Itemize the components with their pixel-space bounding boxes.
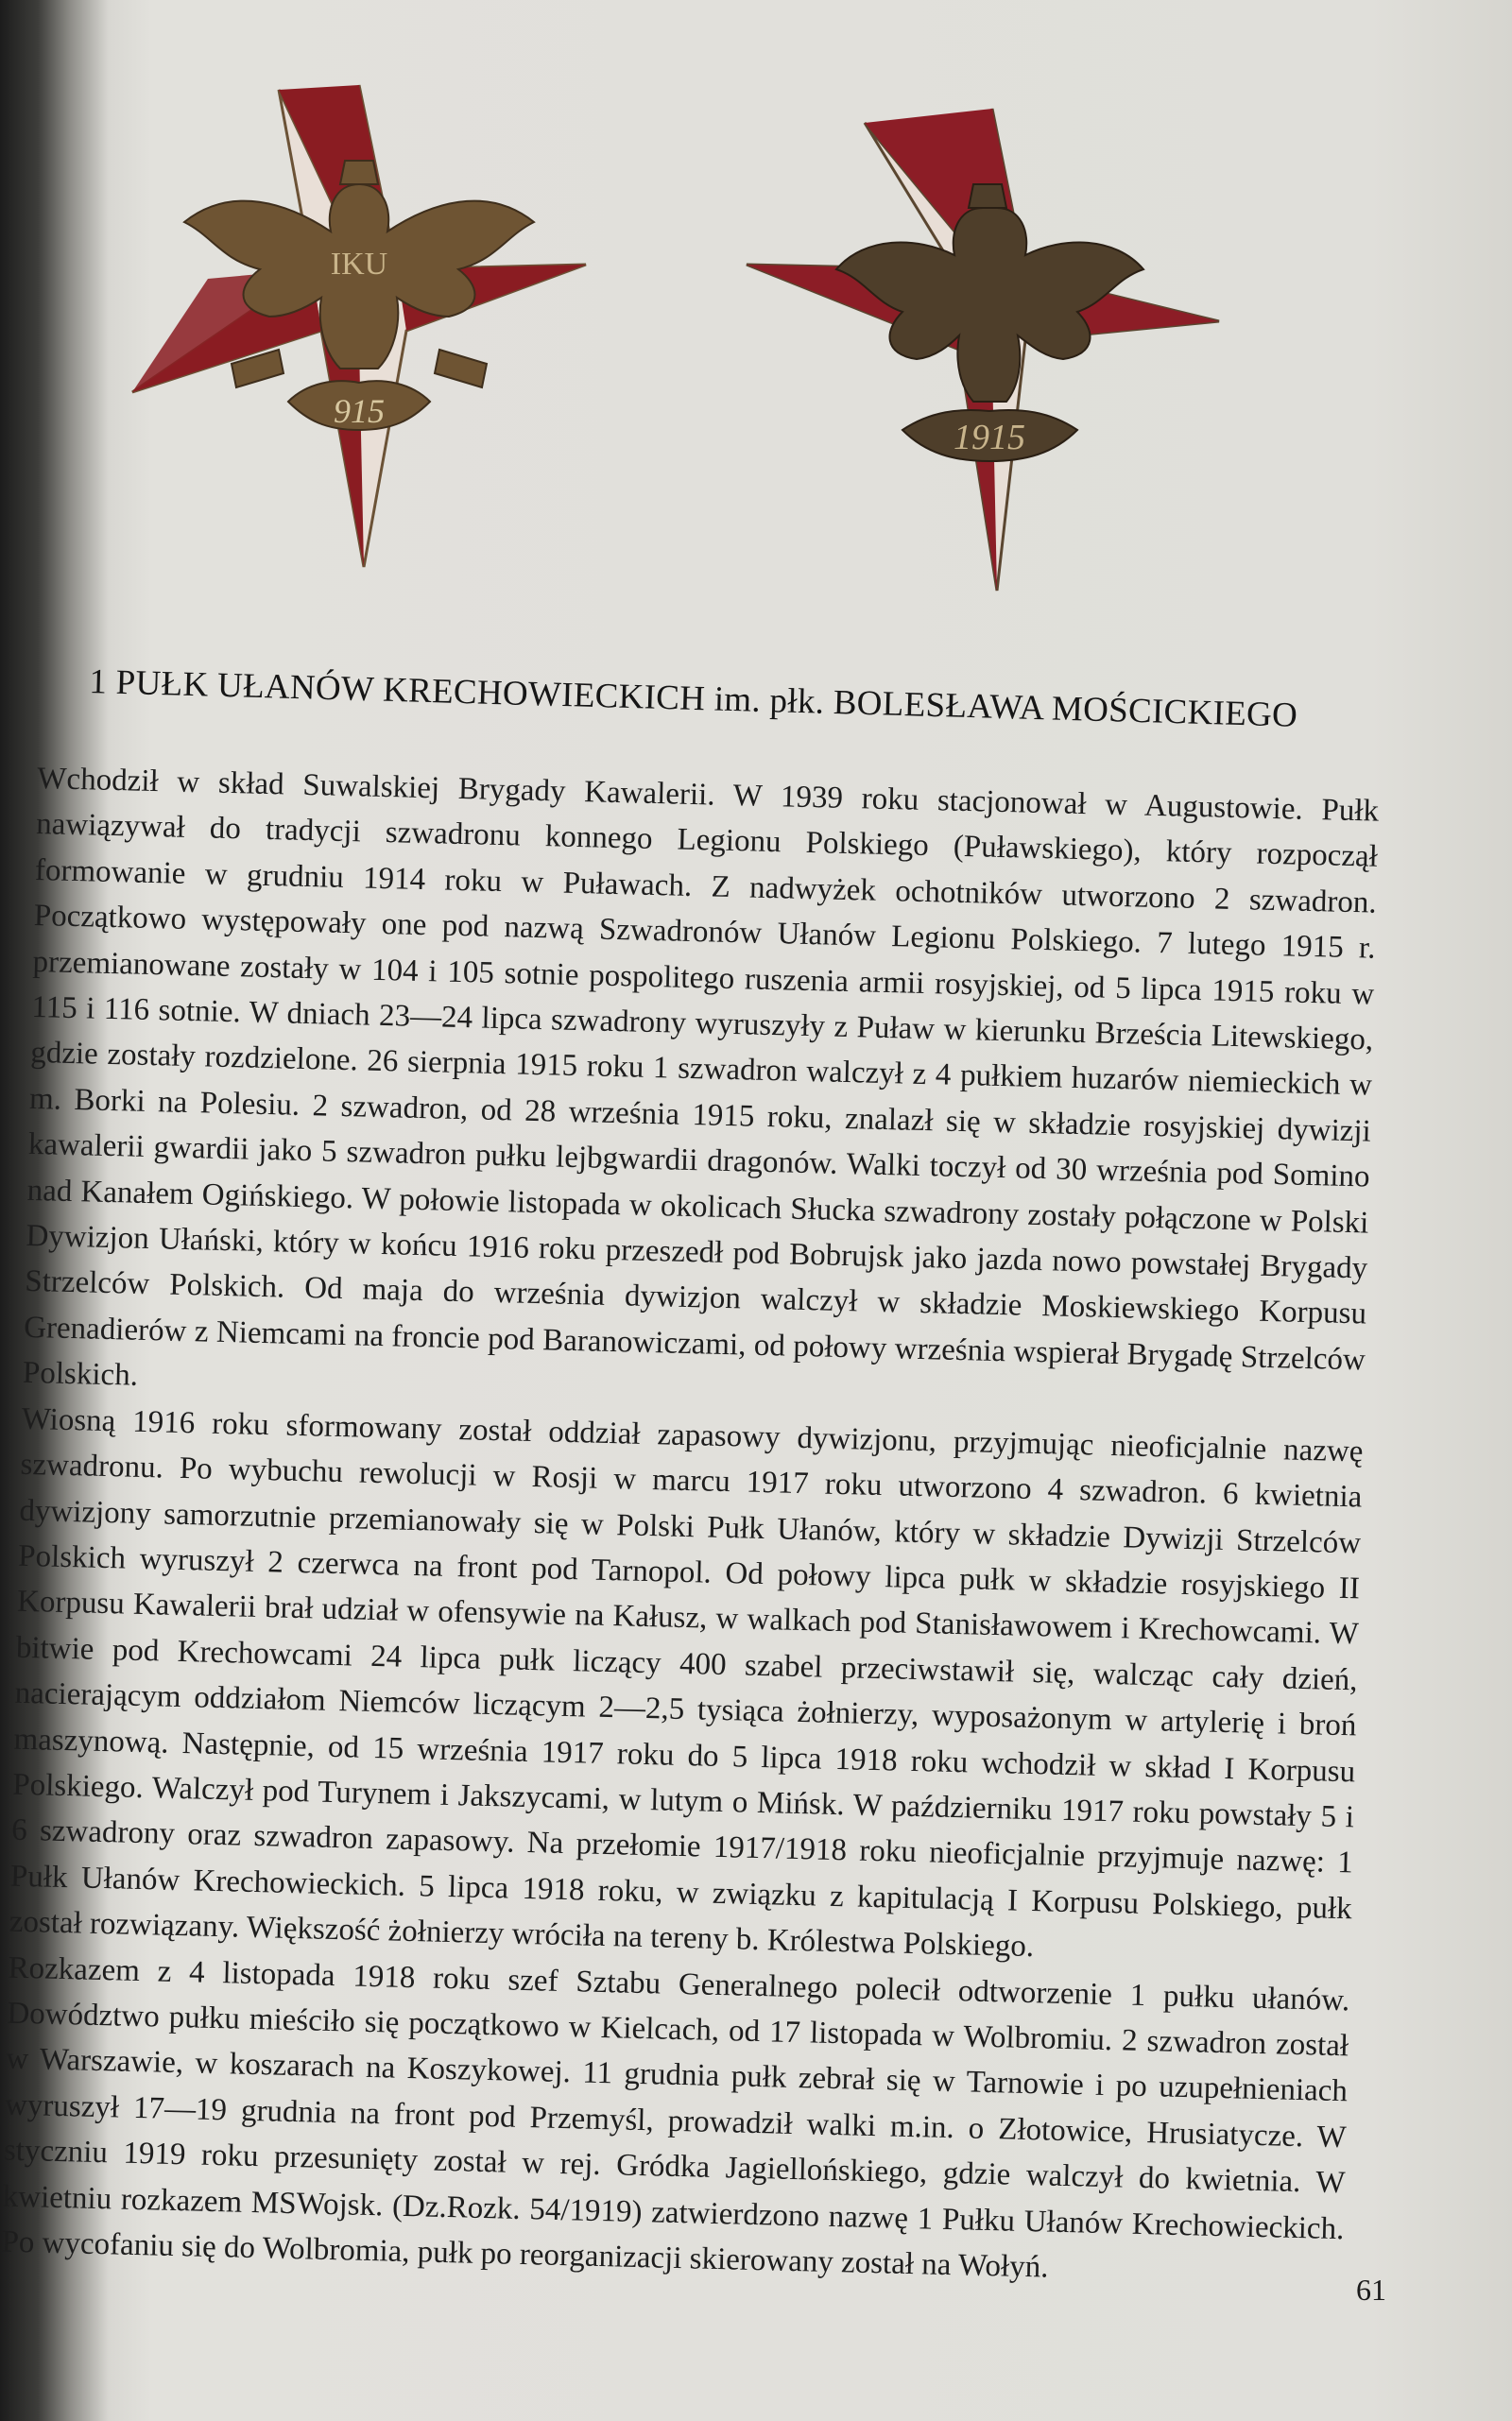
paragraph-2: Wiosną 1916 roku sformowany został oddział zapasowy dywizjonu, przyjmując nieoficjalnie nazwę szwadronu. Po wybuchu rewolucji w Rosji w marcu 1917 roku utworzono 4 szwadron. 6 kwietnia dywizjony samorzutnie przemianowały się w Polski Pułk Ułanów, który w składzie Dywizji Strzelców Polskich wyruszył 2 czerwca na front pod Tarnopol. Od połowy lipca pułk w składzie rosyjskiego II Korpusu Kawalerii brał udział w ofensywie na Kałusz, w walkach pod Stanisławowem i Krechowcami. W bitwie pod Krechowcami 24 lipca pułk liczący 400 szabel przeciwstawił się, walcząc cały dzień, nacierającym oddziałom Niemców liczącym 2—2,5 tysiąca żołnierzy, wyposażonym w artylerię i broń maszynową. Następnie, od 15 września 1917 roku do 5 lipca 1918 roku wchodził w skład I Korpusu Polskiego. Walczył pod Turynem i Jakszycami, w lutym o Mińsk. W październiku 1917 roku powstały 5 i 6 szwadrony oraz szwadron zapasowy. Na przełomie 1917/1918 roku nieoficjalnie przyjmuje nazwę: 1 Pułk Ułanów Krechowieckich. 5 lipca 1918 roku, w związku z kapitulacją I Korpusu Polskiego, pułk został rozwiązany. Większość żołnierzy wróciła na tereny b. Królestwa Polskiego. <box>9 1401 1364 1965</box>
regiment-badge-right <box>742 104 1224 595</box>
page-number: 61 <box>1356 2273 1386 2307</box>
regiment-badge-left <box>128 80 591 572</box>
section-heading: 1 PUŁK UŁANÓW KRECHOWIECKICH im. płk. BOLESŁAWA MOŚCICKIEGO <box>88 661 1298 735</box>
badge-right-year: 1915 <box>954 418 1025 457</box>
article-body <box>1 756 1380 2298</box>
paragraph-3: Rozkazem z 4 listopada 1918 roku szef Sztabu Generalnego polecił odtworzenie 1 pułku ułanów. Dowództwo pułku mieściło się początkowo w Kielcach, od 17 listopada w Wolbromiu. 2 szwadron został w Warszawie, w koszarach na Koszykowej. 11 grudnia pułk zebrał się w Tarnowie i po uzupełnieniach wyruszył 17—19 grudnia na front pod Przemyśl, prowadził walki m.in. o Złotowice, Hrusiatycze. W styczniu 1919 roku przesunięty został w rej. Gródka Jagiellońskiego, gdzie walczył do kwietnia. W kwietniu rozkazem MSWojsk. (Dz.Rozk. 54/1919) zatwierdzono nazwę 1 Pułku Ułanów Krechowieckich. Po wycofaniu się do Wolbromia, pułk po reorganizacji skierowany został na Wołyń. <box>1 1950 1350 2285</box>
paragraph-1: Wchodził w skład Suwalskiej Brygady Kawalerii. W 1939 roku stacjonował w Augustowie. Pułk nawiązywał do tradycji szwadronu konnego Legionu Polskiego (Puławskiego), który rozpoczął formowanie w grudniu 1914 roku w Puławach. Z nadwyżek ochotników utworzono 2 szwadron. Początkowo występowały one pod nazwą Szwadronów Ułanów Legionu Polskiego. 7 lutego 1915 r. przemianowane zostały w 104 i 105 sotnie pospolitego ruszenia armii rosyjskiej, od 5 lipca 1915 roku w 115 i 116 sotnie. W dniach 23—24 lipca szwadrony wyruszyły z Puław w kierunku Brześcia Litewskiego, gdzie zostały rozdzielone. 26 sierpnia 1915 roku 1 szwadron walczył z 4 pułkiem huzarów niemieckich w m. Borki na Polesiu. 2 szwadron, od 28 września 1915 roku, znalazł się w składzie rosyjskiej dywizji kawalerii gwardii jako 5 szwadron pułku lejbgwardii dragonów. Walki toczył od 30 września pod Somino nad Kanałem Ogińskiego. W połowie listopada w okolicach Słucka szwadrony zostały połączone w Polski Dywizjon Ułański, który w końcu 1916 roku przeszedł pod Bobrujsk jako jazda nowo powstałej Brygady Strzelców Polskich. Od maja do września dywizjon walczył w składzie Moskiewskiego Korpusu Grenadierów z Niemcami na froncie pod Baranowiczami, od połowy września wspierał Brygadę Strzelców Polskich. <box>22 761 1380 1394</box>
badge-left-monogram: IKU <box>330 247 388 282</box>
badge-left-year: 915 <box>334 392 385 430</box>
